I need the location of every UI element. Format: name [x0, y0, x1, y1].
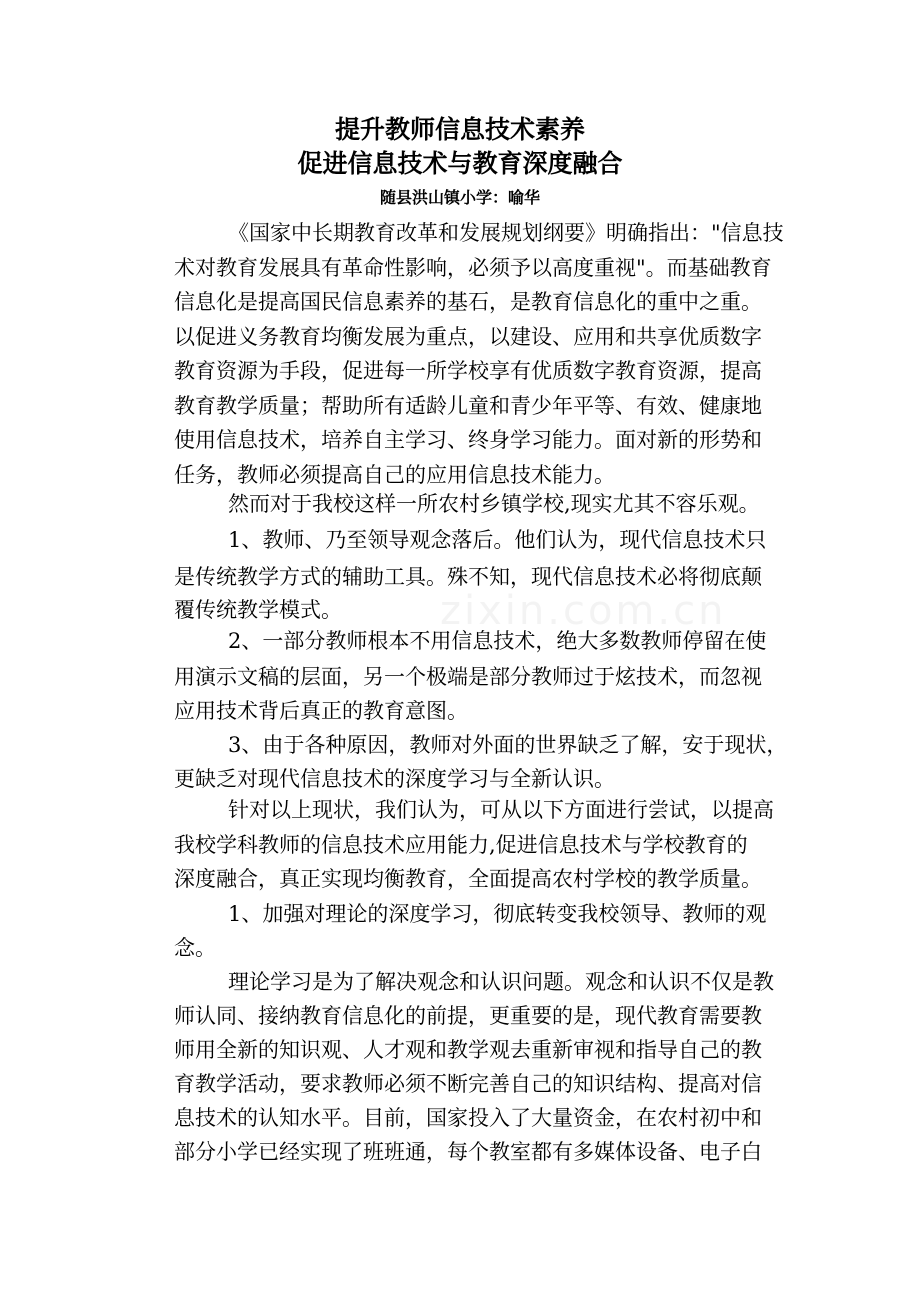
body-line: 理论学习是为了解决观念和认识问题。观念和认识不仅是教 [228, 970, 774, 994]
body-line: 2、一部分教师根本不用信息技术，绝大多数教师停留在使 [228, 629, 767, 653]
body-line: 师用全新的知识观、人才观和教学观去重新审视和指导自己的教 [174, 1038, 762, 1062]
body-line: 应用技术背后真正的教育意图。 [174, 699, 468, 723]
body-line: 教育教学质量；帮助所有适龄儿童和青少年平等、有效、健康地 [174, 394, 762, 418]
document-title-line-1: 提升教师信息技术素养 [334, 115, 585, 144]
body-line: 教育资源为手段，促进每一所学校享有优质数字教育资源，提高 [174, 359, 762, 383]
body-line: 深度融合，真正实现均衡教育，全面提高农村学校的教学质量。 [174, 867, 762, 891]
body-line: 师认同、接纳教育信息化的前提，更重要的是，现代教育需要教 [174, 1004, 762, 1028]
body-line: 3、由于各种原因，教师对外面的世界缺乏了解，安于现状， [228, 733, 788, 757]
body-line: 使用信息技术，培养自主学习、终身学习能力。面对新的形势和 [174, 428, 762, 452]
body-line: 覆传统教学模式。 [174, 598, 342, 622]
body-line: 《国家中长期教育改革和发展规划纲要》明确指出："信息技 [228, 221, 784, 245]
body-line: 术对教育发展具有革命性影响，必须予以高度重视"。而基础教育 [174, 256, 772, 280]
document-title-line-2: 促进信息技术与教育深度融合 [297, 149, 623, 178]
body-line: 然而对于我校这样一所农村乡镇学校,现实尤其不容乐观。 [228, 492, 760, 516]
body-line: 我校学科教师的信息技术应用能力,促进信息技术与学校教育的 [174, 833, 748, 857]
body-line: 更缺乏对现代信息技术的深度学习与全新认识。 [174, 767, 615, 791]
body-line: 息技术的认知水平。目前，国家投入了大量资金，在农村初中和 [174, 1106, 762, 1130]
body-line: 任务，教师必须提高自己的应用信息技术能力。 [174, 463, 615, 487]
body-line: 1、教师、乃至领导观念落后。他们认为，现代信息技术只 [228, 528, 767, 552]
watermark: zixin.com.cn [440, 588, 727, 634]
body-line: 部分小学已经实现了班班通，每个教室都有多媒体设备、电子白 [174, 1140, 762, 1164]
body-line: 以促进义务教育均衡发展为重点，以建设、应用和共享优质数字 [174, 325, 762, 349]
body-line: 念。 [174, 936, 216, 960]
body-line: 1、加强对理论的深度学习，彻底转变我校领导、教师的观 [228, 902, 767, 926]
body-line: 育教学活动，要求教师必须不断完善自己的知识结构、提高对信 [174, 1072, 762, 1096]
body-line: 针对以上现状，我们认为，可从以下方面进行尝试，以提高 [228, 798, 774, 822]
document-author: 随县洪山镇小学：喻华 [379, 188, 540, 207]
body-line: 用演示文稿的层面，另一个极端是部分教师过于炫技术，而忽视 [174, 665, 762, 689]
body-line: 信息化是提高国民信息素养的基石，是教育信息化的重中之重。 [174, 290, 762, 314]
body-line: 是传统教学方式的辅助工具。殊不知，现代信息技术必将彻底颠 [174, 565, 762, 589]
